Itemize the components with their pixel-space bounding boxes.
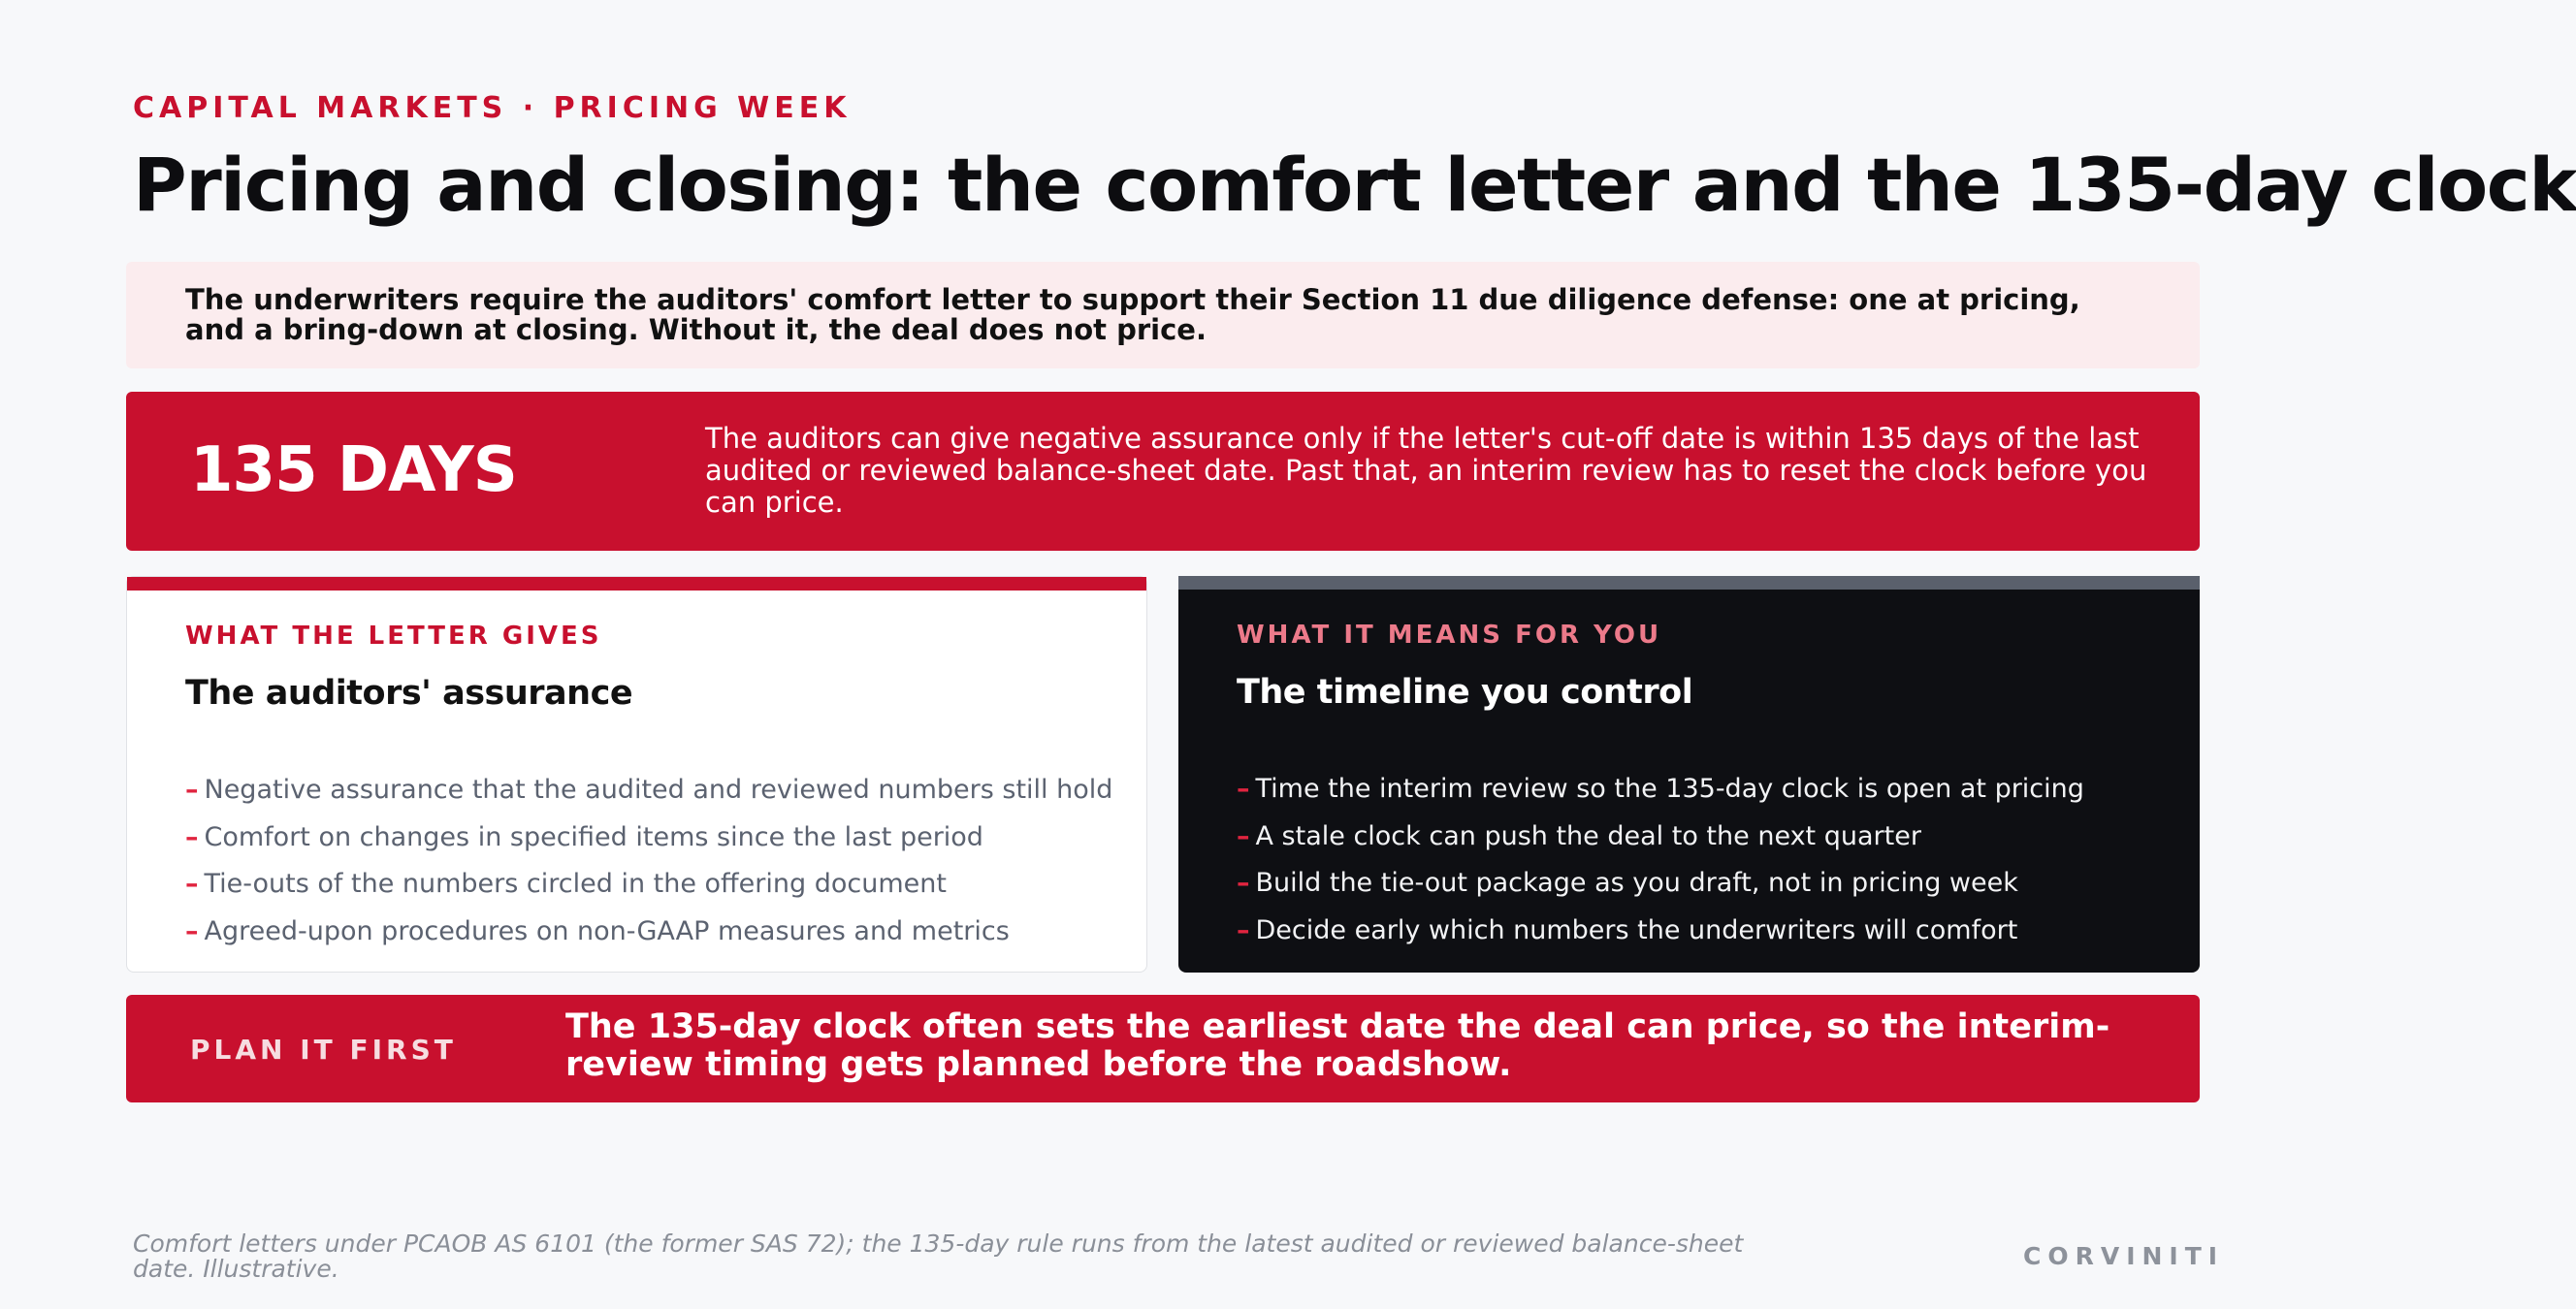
card-list	[185, 771, 1112, 959]
card-eyebrow: WHAT IT MEANS FOR YOU	[1237, 621, 1662, 650]
section-eyebrow: CAPITAL MARKETS · PRICING WEEK	[133, 91, 852, 125]
card-title: The auditors' assurance	[185, 674, 633, 713]
dash-icon: –	[185, 869, 199, 899]
callout-text: The 135-day clock often sets the earliest date the deal can price, so the interim-review timing gets planned before the roadshow.	[565, 1007, 2110, 1084]
list-item: – Comfort on changes in specified items since the last period	[185, 821, 983, 852]
card-eyebrow: WHAT THE LETTER GIVES	[185, 622, 602, 651]
dash-icon: –	[185, 775, 199, 805]
dash-icon: –	[185, 821, 199, 852]
card-list	[1237, 770, 2084, 958]
intro-text: The underwriters require the auditors' comfort letter to support their Section 11 due diligence defense: one at pricing, and a bring-down at closing. Without it, the deal does not price.	[185, 283, 2080, 346]
list-item: – Decide early which numbers the underwriters will comfort	[1237, 914, 2018, 945]
card-accent-bar	[127, 577, 1146, 591]
means-for-you-card	[1178, 576, 2200, 973]
list-item: – Agreed-upon procedures on non-GAAP measures and metrics	[185, 915, 1010, 946]
card-title: The timeline you control	[1237, 673, 1693, 712]
dash-icon: –	[1237, 868, 1250, 898]
plan-callout	[126, 995, 2200, 1102]
card-accent-bar	[1178, 576, 2200, 590]
page-title: Pricing and closing: the comfort letter and the 135-day clock	[133, 142, 2576, 228]
dash-icon: –	[1237, 820, 1250, 851]
list-item: – A stale clock can push the deal to the next quarter	[1237, 820, 1921, 851]
letter-gives-card	[126, 576, 1147, 973]
list-item: – Build the tie-out package as you draft, not in pricing week	[1237, 868, 2018, 898]
dash-icon: –	[1237, 914, 1250, 945]
list-item: – Tie-outs of the numbers circled in the offering document	[185, 869, 947, 899]
brand-logo: CORVINITI	[2023, 1242, 2225, 1270]
stat-banner	[126, 392, 2200, 551]
callout-label: PLAN IT FIRST	[190, 1034, 457, 1066]
list-item: – Negative assurance that the audited and reviewed numbers still hold	[185, 775, 1113, 805]
dash-icon: –	[185, 915, 199, 946]
stat-description: The auditors can give negative assurance only if the letter's cut-off date is within 135 days of the last audited or reviewed balance-sheet date. Past that, an interim review has to reset the clock before you can price.	[705, 422, 2147, 519]
stat-value: 135 DAYS	[190, 434, 517, 506]
intro-banner	[126, 262, 2200, 368]
dash-icon: –	[1237, 774, 1250, 804]
footnote: Comfort letters under PCAOB AS 6101 (the former SAS 72); the 135-day rule runs from the latest audited or reviewed balance-sheet date. Illustrative.	[133, 1229, 1744, 1283]
list-item: – Time the interim review so the 135-day clock is open at pricing	[1237, 774, 2084, 804]
